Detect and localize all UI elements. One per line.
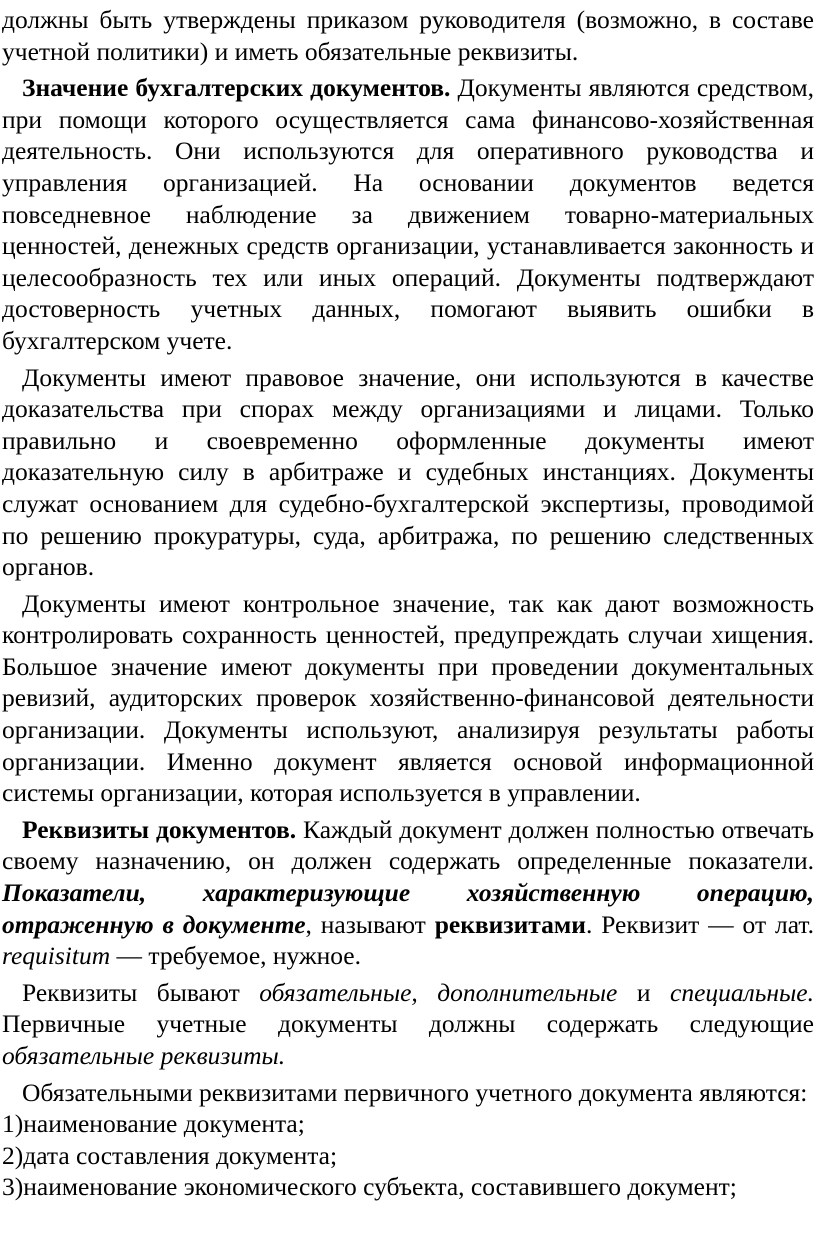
paragraph-text: . Реквизит — от лат. [585,909,814,939]
paragraph-text: Документы имеют правовое значение, они используются в качестве доказательства при спорах между организациями и лицами. Только правильно и своевременно оформленные документы имеют доказательную силу в арбитраже и судебных инстанциях. Документы служат основанием для судебно-бухгалтерской экспертизы, проводимой по решению прокуратуры, суда, арбитража, по решению следственных органов. [2,362,814,582]
paragraph-document-requisites [2,814,814,972]
requisite-types-italic: обязательные, дополнительные [259,977,618,1007]
paragraph-text: и [617,977,670,1007]
requisite-special-italic: специальные. [670,977,814,1007]
paragraph-intro-continuation [2,4,814,67]
latin-term: requisitum [2,941,111,971]
paragraph-text: Каждый документ должен полностью отвечать своему назначению, он должен содержать определенные показатели. [2,814,814,876]
paragraph-text: , называют [305,909,435,939]
paragraph-legal-significance [2,362,814,583]
paragraph-requisite-types [2,977,814,1072]
paragraph-text: Документы являются средством, при помощи которого осуществляется сама финансово-хозяйственная деятельность. Они используются для оперативного руководства и управления организацией. На основании документов ведется повседневное наблюдение за движением товарно-материальных ценностей, денежных средств организации, устанавливается законность и целесообразность тех или иных операций. Документы подтверждают достоверность учетных данных, помогают выявить ошибки в бухгалтерском учете. [2,73,814,355]
paragraph-text: Первичные учетные документы должны содержать следующие [2,1009,814,1039]
section-heading-document-significance: Значение бухгалтерских документов. [22,73,451,103]
list-item: 3)наименование экономического субъекта, составившего документ; [2,1172,737,1202]
paragraph-control-significance [2,588,814,809]
paragraph-text: Документы имеют контрольное значение, так как дают возможность контролировать сохранность ценностей, предупреждать случаи хищения. Большое значение имеют документы при проведении документальных ревизий, аудиторских проверок хозяйственно-финансовой деятельности организации. Документы используют, анализируя результаты работы организации. Именно документ является основой информационной системы организации, которая используется в управлении. [2,588,814,808]
paragraph-text: должны быть утверждены приказом руководителя (возможно, в составе учетной политики) и иметь обязательные реквизиты. [2,5,814,66]
mandatory-requisites-italic: обязательные реквизиты. [2,1041,286,1070]
paragraph-text: Реквизиты бывают [22,977,260,1007]
term-requisites: реквизитами [434,909,586,939]
paragraph-text: — требуемое, нужное. [110,941,361,971]
paragraph-mandatory-list-intro [2,1077,814,1109]
list-item: 1)наименование документа; [2,1109,305,1139]
section-heading-requisites: Реквизиты документов. [22,814,297,844]
list-item: 2)дата составления документа; [2,1140,338,1170]
paragraph-document-significance [2,72,814,356]
requisite-definition: Показатели, характеризующие хозяйственную операцию, отраженную в документе [2,878,814,939]
paragraph-text: Обязательными реквизитами первичного учетного документа являются: [22,1077,808,1107]
